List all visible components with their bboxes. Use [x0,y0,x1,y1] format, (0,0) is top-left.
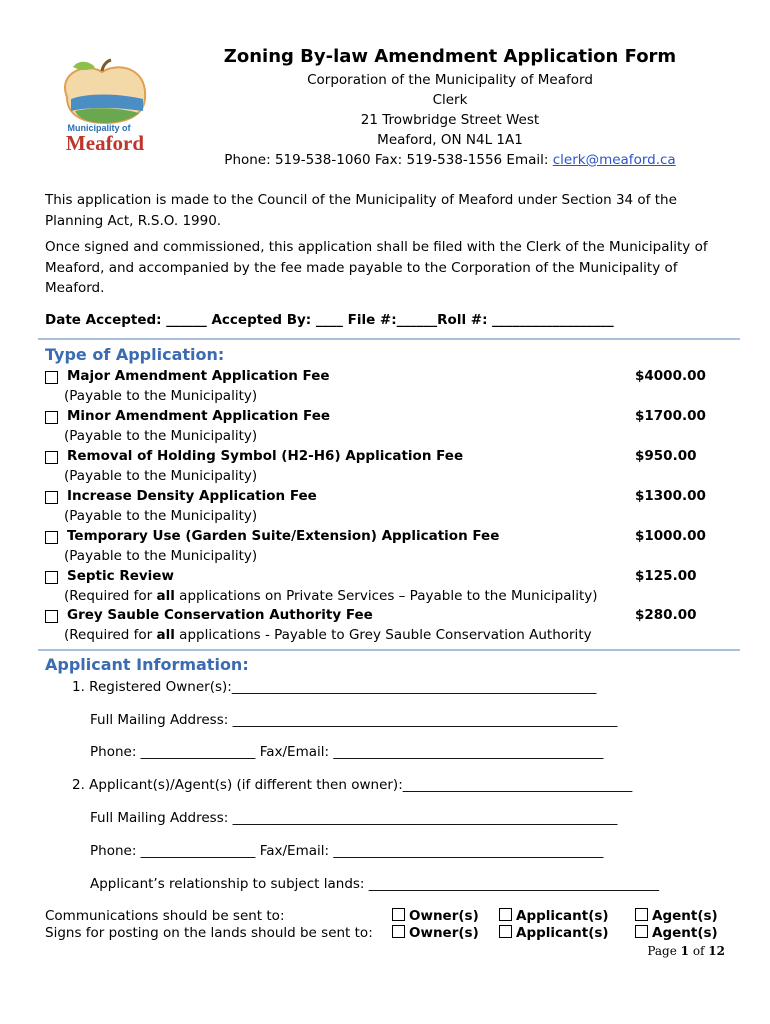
section-divider [38,649,740,651]
fee-option-major[interactable] [45,368,715,388]
intro-paragraph-2: Once signed and commissioned, this application shall be filed with the Clerk of the Municipality of Meaford, and accompanied by the fee made payable to the Corporation of the Municipality of Meaford. [45,239,708,296]
page-of: of [689,944,709,958]
fee-label: Minor Amendment Application Fee [67,408,331,424]
intro-paragraph-1: This application is made to the Council of the Municipality of Meaford under Section 34 of the Planning Act, R.S.O. 1990. [45,192,677,229]
checkbox[interactable] [392,908,405,921]
svg-text:Municipality of: Municipality of [67,123,131,133]
registered-owner-field[interactable]: 1. Registered Owner(s):______________________________________________________ [72,679,597,695]
fee-amount: $125.00 [635,568,697,584]
signs-agent-option[interactable] [635,925,718,941]
fee-label: Increase Density Application Fee [67,488,317,504]
signs-applicant-option[interactable] [499,925,609,941]
owner-mailing-address-field[interactable]: Full Mailing Address: _________________________________________________________ [90,712,618,728]
option-label: Owner(s) [409,908,479,924]
fee-option-conservation[interactable] [45,607,715,627]
checkbox[interactable] [499,925,512,938]
fee-note: (Payable to the Municipality) [64,508,258,524]
fee-note: (Payable to the Municipality) [64,468,258,484]
option-label: Agent(s) [652,925,718,941]
svg-text:Meaford: Meaford [65,131,145,153]
fee-amount: $280.00 [635,607,697,623]
checkbox[interactable] [499,908,512,921]
applicant-information-heading: Applicant Information: [45,655,249,674]
note-text: applications on Private Services – Payable to the Municipality) [174,588,598,604]
dept-name: Clerk [432,92,468,108]
communications-label: Communications should be sent to: [45,908,285,924]
fee-amount: $1000.00 [635,528,706,544]
fee-note: (Payable to the Municipality) [64,548,258,564]
fee-amount: $4000.00 [635,368,706,384]
org-name: Corporation of the Municipality of Meaford [307,72,593,88]
contact-phone-fax: Phone: 519-538-1060 Fax: 519-538-1556 Email: [224,152,553,168]
page-total: 12 [708,944,725,958]
option-label: Agent(s) [652,908,718,924]
option-label: Applicant(s) [516,925,609,941]
comm-applicant-option[interactable] [499,908,609,924]
fee-note: (Payable to the Municipality) [64,428,258,444]
city-address: Meaford, ON N4L 1A1 [377,132,523,148]
fee-label: Temporary Use (Garden Suite/Extension) Application Fee [67,528,500,544]
option-label: Applicant(s) [516,908,609,924]
checkbox[interactable] [392,925,405,938]
fee-amount: $1300.00 [635,488,706,504]
checkbox[interactable] [45,491,58,504]
fee-option-temporary-use[interactable] [45,528,715,548]
meaford-logo [47,57,167,153]
fee-amount: $1700.00 [635,408,706,424]
checkbox[interactable] [45,571,58,584]
fee-note [64,588,598,604]
option-label: Owner(s) [409,925,479,941]
signs-owner-option[interactable] [392,925,479,941]
note-emphasis: all [156,588,175,604]
fee-label: Removal of Holding Symbol (H2-H6) Application Fee [67,448,464,464]
note-emphasis: all [156,627,175,643]
page-prefix: Page [647,944,681,958]
fee-label: Grey Sauble Conservation Authority Fee [67,607,373,623]
comm-owner-option[interactable] [392,908,479,924]
checkbox[interactable] [45,451,58,464]
fee-option-septic[interactable] [45,568,715,588]
type-of-application-heading: Type of Application: [45,345,225,364]
note-text: (Required for [64,588,157,604]
applicant-agent-field[interactable]: 2. Applicant(s)/Agent(s) (if different then owner):__________________________________ [72,777,633,793]
checkbox[interactable] [45,411,58,424]
office-use-line: Date Accepted: ______ Accepted By: ____ File #:______Roll #: __________________ [45,312,614,328]
page-current: 1 [680,944,689,958]
agent-mailing-address-field[interactable]: Full Mailing Address: _________________________________________________________ [90,810,618,826]
fee-option-density[interactable] [45,488,715,508]
signs-label: Signs for posting on the lands should be sent to: [45,925,373,941]
relationship-field[interactable]: Applicant’s relationship to subject lands: ___________________________________________ [90,876,660,892]
comm-agent-option[interactable] [635,908,718,924]
fee-option-holding-removal[interactable] [45,448,715,468]
note-text: applications - Payable to Grey Sauble Conservation Authority [174,627,592,643]
fee-label: Major Amendment Application Fee [67,368,330,384]
fee-note [64,627,592,643]
email-link[interactable]: clerk@meaford.ca [552,152,676,168]
agent-phone-fax-field[interactable]: Phone: _________________ Fax/Email: ________________________________________ [90,843,604,859]
fee-note: (Payable to the Municipality) [64,388,258,404]
form-title: Zoning By-law Amendment Application Form [223,46,677,67]
street-address: 21 Trowbridge Street West [360,112,540,128]
fee-option-minor[interactable] [45,408,715,428]
checkbox[interactable] [45,371,58,384]
checkbox[interactable] [635,908,648,921]
fee-amount: $950.00 [635,448,697,464]
note-text: (Required for [64,627,157,643]
contact-line [160,152,740,168]
checkbox[interactable] [635,925,648,938]
owner-phone-fax-field[interactable]: Phone: _________________ Fax/Email: ________________________________________ [90,744,604,760]
checkbox[interactable] [45,610,58,623]
page-number [647,944,725,958]
checkbox[interactable] [45,531,58,544]
fee-label: Septic Review [67,568,174,584]
section-divider [38,338,740,340]
